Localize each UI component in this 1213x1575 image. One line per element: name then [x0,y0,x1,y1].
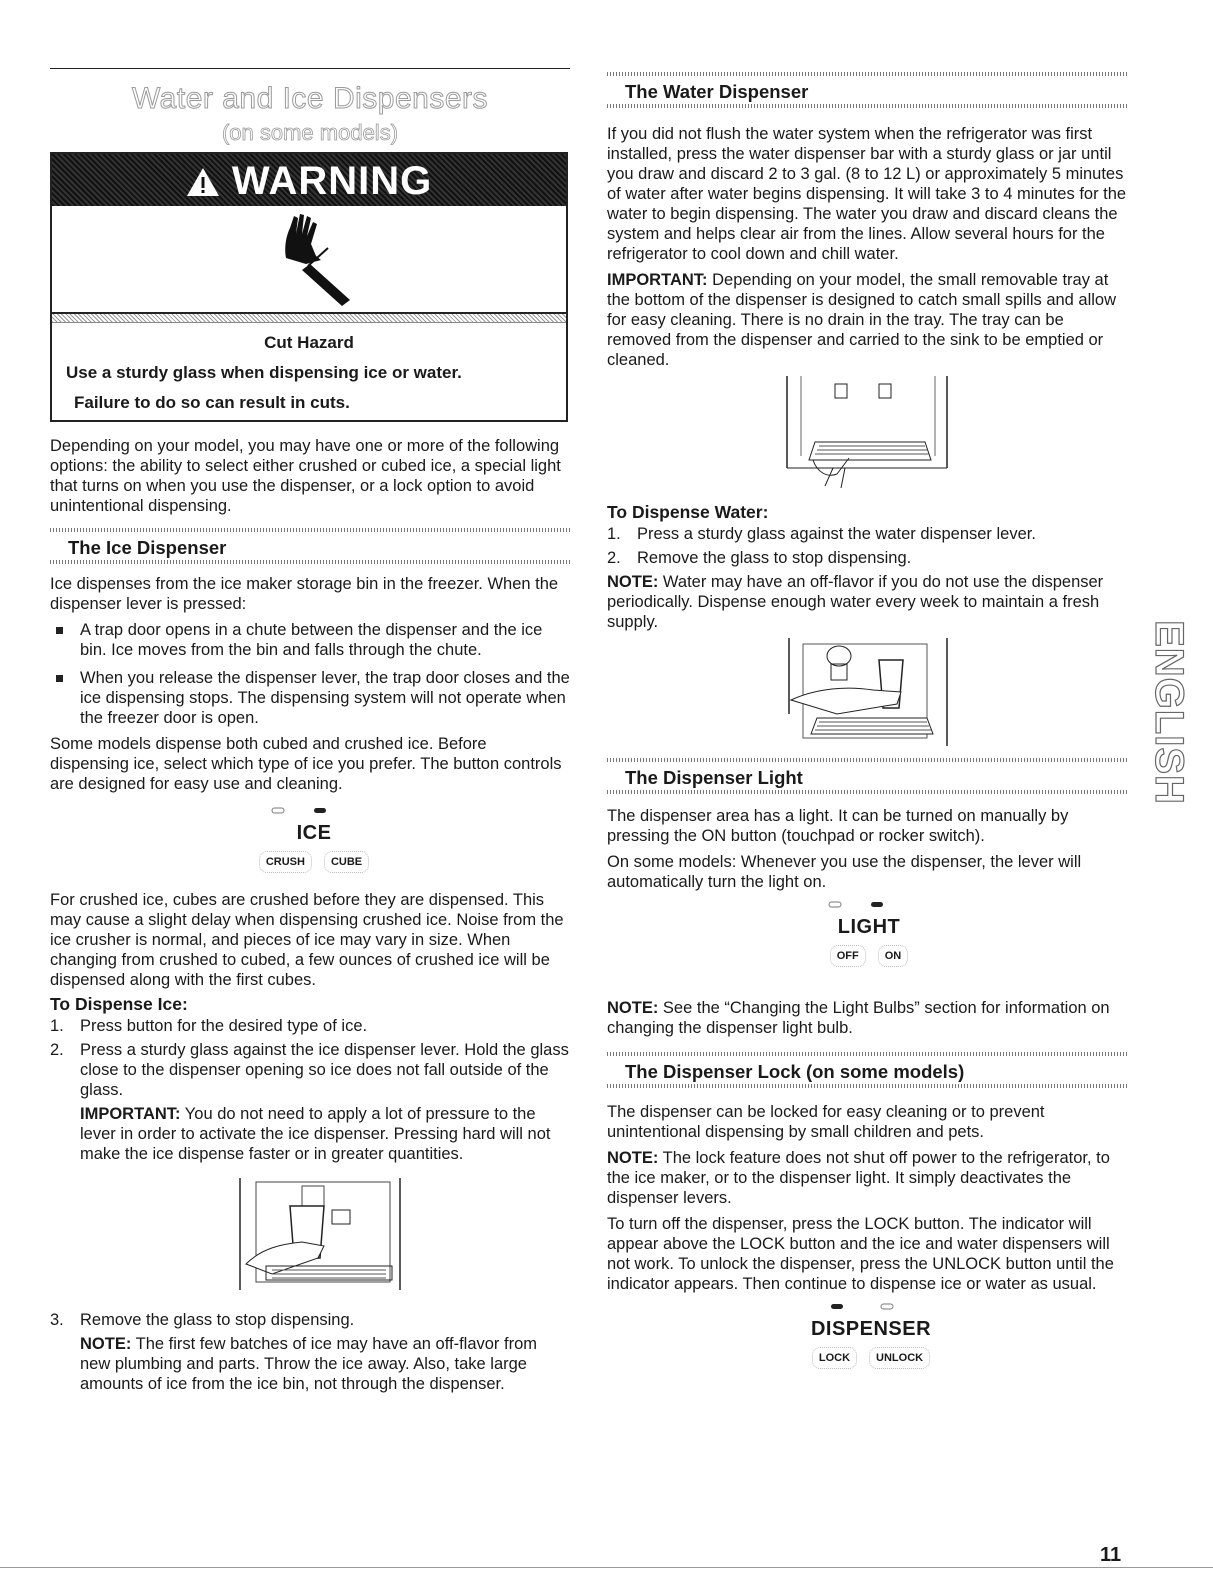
ice-important: IMPORTANT: You do not need to apply a lot of pressure to the lever in order to activate the ice dispenser. Pressing hard will not make the ice dispense faster or in greater quantities. [80,1105,551,1163]
bottom-rule [0,1567,1213,1568]
ice-paragraph-2: Some models dispense both cubed and crushed ice. Before dispensing ice, select which type of ice you prefer. The button controls are designed for easy use and cleaning. [50,735,562,793]
top-rule [50,68,570,69]
water-important: IMPORTANT: Depending on your model, the small removable tray at the bottom of the dispenser is designed to catch small spills and allow for easy cleaning. There is no drain in the tray. The tray can be removed from the dispenser and carried to the sink to be emptied or cleaned. [607,271,1117,369]
crush-button[interactable]: CRUSH [259,851,312,873]
page-title: Water and Ice Dispensers [131,82,489,115]
lock-paragraph-1: The dispenser can be locked for easy cleaning or to prevent unintentional dispensing by small children and pets. [607,1103,1045,1141]
ice-dispenser-illustration [50,1178,570,1294]
light-on-button[interactable]: ON [878,945,909,967]
ice-step-3: 3. Remove the glass to stop dispensing. [50,1311,355,1329]
warning-box [50,152,568,422]
language-tab: ENGLISH [1146,619,1191,805]
dispense-ice-heading: To Dispense Ice: [50,994,188,1014]
ice-paragraph-1: Ice dispenses from the ice maker storage bin in the freezer. When the dispenser lever is pressed: [50,575,559,613]
water-dispense-illustration [607,636,1127,748]
hazard-line-1: Use a sturdy glass when dispensing ice or water. [66,363,462,382]
water-step-2: 2. Remove the glass to stop dispensing. [607,549,912,567]
hazard-title: Cut Hazard [264,333,354,352]
dispenser-lock-heading: The Dispenser Lock (on some models) [607,1052,1127,1088]
cut-hazard-picture [52,206,566,314]
warning-banner [52,154,566,206]
page-number: 11 [1100,1544,1122,1566]
ice-bullet-1: A trap door opens in a chute between the dispenser and the ice bin. Ice moves from the bin and falls through the chute. [50,620,570,660]
lock-control-label: DISPENSER [810,1318,932,1340]
warning-divider [52,314,566,323]
ice-control-label: ICE [296,822,332,844]
page-subtitle: (on some models) [221,120,399,145]
light-off-button[interactable]: OFF [830,945,866,967]
light-control-label: LIGHT [837,916,901,938]
warning-triangle-icon [186,159,232,203]
water-note: NOTE: Water may have an off-flavor if you do not use the dispenser periodically. Dispense enough water every week to maintain a fresh supply. [607,573,1104,631]
intro-paragraph: Depending on your model, you may have one or more of the following options: the ability to select either crushed or cubed ice, a special light that turns on when you use the dispenser, or a lock option to avoid unintentional dispensing. [50,437,561,515]
ice-dispenser-heading: The Ice Dispenser [50,528,570,564]
ice-control-panel [50,804,570,880]
lock-control-panel [607,1300,1127,1380]
cut-hand-icon [266,208,356,308]
lock-button[interactable]: LOCK [812,1347,857,1369]
ice-paragraph-3: For crushed ice, cubes are crushed before they are dispensed. This may cause a slight delay when dispensing crushed ice. Noise from the ice crusher is normal, and pieces of ice may vary in size. When changing from crushed to cubed, a few ounces of crushed ice will be dispensed along with the first cubes. [50,891,564,989]
dispenser-light-heading: The Dispenser Light [607,758,1127,794]
light-paragraph-2: On some models: Whenever you use the dispenser, the lever will automatically turn the light on. [607,853,1082,891]
water-tray-illustration [607,376,1127,496]
hazard-line-2: Failure to do so can result in cuts. [74,393,350,412]
water-dispenser-heading: The Water Dispenser [607,72,1127,108]
light-control-panel [607,898,1127,978]
ice-note: NOTE: The first few batches of ice may have an off-flavor from new plumbing and parts. Throw the ice away. Also, take large amounts of ice from the ice bin, not through the dispenser. [80,1335,537,1393]
lock-paragraph-2: To turn off the dispenser, press the LOCK button. The indicator will appear above the LOCK button and the ice and water dispensers will not work. To unlock the dispenser, press the UNLOCK button until the indicator appears. Then continue to dispense ice or water as usual. [607,1215,1114,1293]
cube-button[interactable]: CUBE [324,851,369,873]
lock-note: NOTE: The lock feature does not shut off power to the refrigerator, to the ice maker, or to the dispenser light. It simply deactivates the dispenser levers. [607,1149,1110,1207]
ice-step-2: 2. Press a sturdy glass against the ice dispenser lever. Hold the glass close to the dispenser opening so ice does not fall outside of the glass. [50,1041,569,1099]
ice-indicator-lamps [50,804,570,818]
light-indicator-lamps [607,898,1127,912]
left-column [50,436,570,1394]
warning-label: WARNING [231,159,433,203]
light-paragraph-1: The dispenser area has a light. It can be turned on manually by pressing the ON button (touchpad or rocker switch). [607,807,1069,845]
ice-bullet-2: When you release the dispenser lever, the trap door closes and the ice dispensing stops. The dispensing system will not operate when the freezer door is open. [50,668,570,728]
dispense-water-heading: To Dispense Water: [607,502,769,522]
lock-indicator-lamps [607,1300,1127,1314]
right-column [607,72,1127,1380]
light-note: NOTE: See the “Changing the Light Bulbs” section for information on changing the dispenser light bulb. [607,999,1110,1037]
ice-step-1: 1. Press button for the desired type of ice. [50,1017,368,1035]
unlock-button[interactable]: UNLOCK [869,1347,930,1369]
water-paragraph-1: If you did not flush the water system when the refrigerator was first installed, press the water dispenser bar with a sturdy glass or jar until you draw and discard 2 to 3 gal. (8 to 12 L) or approximately 5 minutes of water after water begins dispensing. It will take 3 to 4 minutes for the water to begin dispensing. The water you draw and discard cleans the system and helps clear air from the lines. Allow several hours for the refrigerator to cool down and chill water. [607,125,1127,263]
water-step-1: 1. Press a sturdy glass against the water dispenser lever. [607,525,1036,543]
